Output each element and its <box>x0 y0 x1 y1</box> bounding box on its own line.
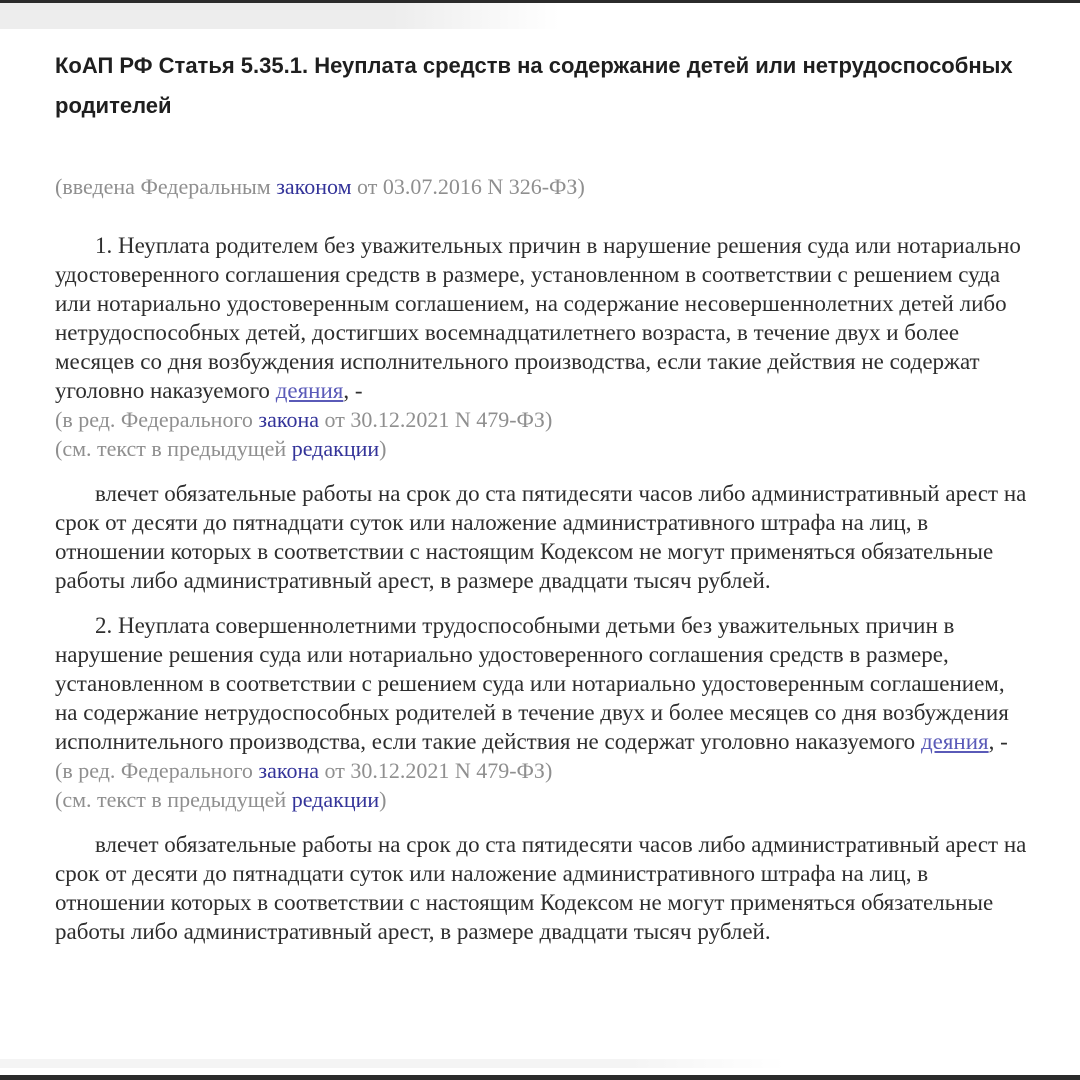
previous-edition-note-2 <box>55 785 1028 814</box>
text-segment: 2. Неуплата совершеннолетними трудоспособными детьми без уважительных причин в нарушение решения суда или нотариально удостоверенного соглашения средств в размере, установленном в соответствии с решением суда или нотариально удостоверенным соглашением, на содержание нетрудоспособных родителей в течение двух и более месяцев со дня возбуждения исполнительного производства, если такие действия не содержат уголовно наказуемого <box>55 613 1009 754</box>
link-deyaniya[interactable]: деяния <box>275 378 344 403</box>
revision-note-2 <box>55 756 1028 785</box>
article-paragraph-2 <box>55 611 1028 756</box>
link-deyaniya[interactable]: деяния <box>920 729 989 754</box>
article-paragraph-1 <box>55 231 1028 405</box>
text-segment: влечет обязательные работы на срок до ста пятидесяти часов либо административный арест на срок от десяти до пятнадцати суток или наложение административного штрафа на лиц, в отношении которых в соответствии с настоящим Кодексом не могут применяться обязательные работы либо административный арест, в размере двадцати тысяч рублей. <box>55 832 1027 944</box>
text-segment: (см. текст в предыдущей <box>55 787 292 812</box>
text-segment: (в ред. Федерального <box>55 758 259 783</box>
article-title: КоАП РФ Статья 5.35.1. Неуплата средств на содержание детей или нетрудоспособных родителей <box>55 53 1013 118</box>
text-segment: (в ред. Федерального <box>55 407 259 432</box>
text-segment: ) <box>379 787 387 812</box>
text-segment: от 03.07.2016 N 326-ФЗ) <box>351 174 585 199</box>
text-segment: (введена Федеральным <box>55 174 277 199</box>
text-segment: влечет обязательные работы на срок до ста пятидесяти часов либо административный арест на срок от десяти до пятнадцати суток или наложение административного штрафа на лиц, в отношении которых в соответствии с настоящим Кодексом не могут применяться обязательные работы либо административный арест, в размере двадцати тысяч рублей. <box>55 481 1027 593</box>
bottom-edge-bar <box>0 1075 1080 1080</box>
sanction-paragraph-1 <box>55 479 1028 595</box>
bottom-left-scan-artifact <box>0 1059 785 1068</box>
text-segment: , - <box>343 378 363 403</box>
link-federal-law-479[interactable]: закона <box>258 758 319 783</box>
revision-note-1 <box>55 405 1028 434</box>
link-redaktsii[interactable]: редакции <box>291 787 380 812</box>
text-segment: 1. Неуплата родителем без уважительных причин в нарушение решения суда или нотариально удостоверенного соглашения средств в размере, установленном в соответствии с решением суда или нотариально удостоверенным соглашением, на содержание несовершеннолетних детей либо нетрудоспособных детей, достигших восемнадцатилетнего возраста, в течение двух и более месяцев со дня возбуждения исполнительного производства, если такие действия не содержат уголовно наказуемого <box>55 233 1021 403</box>
link-federal-law-326[interactable]: законом <box>276 174 352 199</box>
intro-editorial-note <box>55 172 1028 201</box>
link-federal-law-479[interactable]: закона <box>258 407 319 432</box>
text-segment: от 30.12.2021 N 479-ФЗ) <box>319 407 553 432</box>
text-segment: ) <box>379 436 387 461</box>
link-redaktsii[interactable]: редакции <box>291 436 380 461</box>
text-segment: (см. текст в предыдущей <box>55 436 292 461</box>
previous-edition-note-1 <box>55 434 1028 463</box>
text-segment: от 30.12.2021 N 479-ФЗ) <box>319 758 553 783</box>
text-segment: , - <box>988 729 1008 754</box>
sanction-paragraph-2 <box>55 830 1028 946</box>
